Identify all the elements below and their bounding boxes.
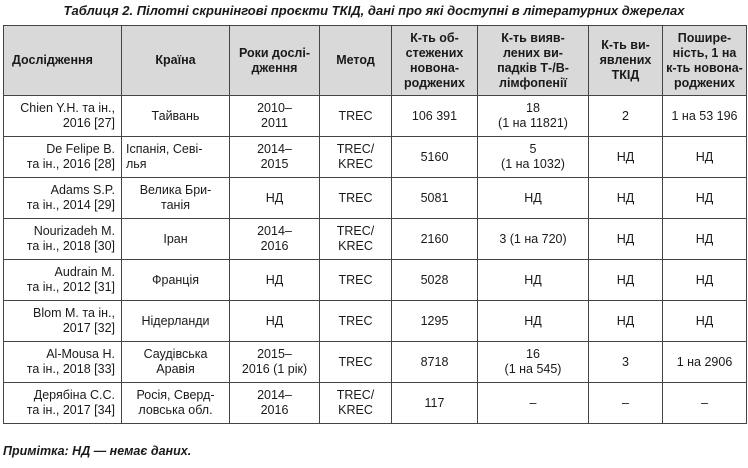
cell-years-line: НД [265,313,284,328]
cell-tkid-line: НД [616,272,635,287]
cell-study [4,96,122,137]
cell-study-line: та ін., 2012 [31] [26,280,115,294]
cell-tkid [589,301,663,342]
cell-country-line: Нідерланди [141,313,210,328]
cell-study-line: De Felipe B. [46,142,115,156]
cell-study-line: 2016 [27] [62,116,115,130]
cell-study [4,137,122,178]
cell-lymphopenia [478,383,589,424]
cell-country-line: Росія, Сверд- [136,388,215,402]
cell-country-line: Тайвань [151,108,200,123]
cell-study [4,301,122,342]
cell-lymphopenia-line: 16 [526,347,540,361]
cell-lymphopenia [478,301,589,342]
cell-years-line: 2010– [257,101,292,115]
cell-study-line: та ін., 2018 [30] [26,239,115,253]
cell-years [230,219,320,260]
cell-screened-line: 1295 [420,313,449,328]
cell-prevalence-line: НД [695,313,714,328]
cell-tkid [589,342,663,383]
cell-prevalence-line: НД [695,149,714,164]
cell-study-line: та ін., 2017 [34] [26,403,115,417]
cell-lymphopenia-line: (1 на 545) [504,362,562,376]
cell-method [320,301,392,342]
cell-lymphopenia [478,96,589,137]
cell-screened [392,383,478,424]
cell-tkid-line: НД [616,313,635,328]
cell-method [320,219,392,260]
cell-method-line: TREC/ [336,142,375,156]
cell-country-line: Саудівська [143,347,208,361]
table-row [4,137,747,178]
cell-tkid-line: – [622,395,629,410]
cell-prevalence-line: НД [695,190,714,205]
cell-prevalence-line: НД [695,231,714,246]
cell-lymphopenia-line: (1 на 1032) [501,157,565,171]
cell-years-line: 2015– [257,347,292,361]
cell-method [320,342,392,383]
cell-prevalence-line: – [701,395,708,410]
cell-country [122,219,230,260]
cell-country-line: Іспанія, Севі- [126,142,203,156]
table-body [4,96,747,424]
column-header-method: Метод [320,26,392,96]
cell-prevalence [663,137,747,178]
cell-country-line: лья [126,157,147,171]
cell-method [320,383,392,424]
cell-method-line: TREC/ [336,388,375,402]
cell-screened [392,342,478,383]
cell-study-line: Adams S.P. [50,183,115,197]
cell-screened-line: 5160 [420,149,449,164]
cell-lymphopenia-line: 5 [529,142,537,156]
table-row [4,301,747,342]
cell-method [320,178,392,219]
cell-years-line: НД [265,272,284,287]
table-row [4,178,747,219]
cell-lymphopenia-line: 18 [526,101,540,115]
cell-years [230,301,320,342]
cell-years-line: 2016 [260,403,289,417]
table-row [4,342,747,383]
cell-years [230,260,320,301]
cell-prevalence-line: 1 на 53 196 [671,108,738,123]
cell-method-line: TREC [338,354,373,369]
table-row [4,383,747,424]
cell-study-line: Nourizadeh M. [33,224,115,238]
cell-screened-line: 5081 [420,190,449,205]
column-header-tkid-count: К-ть ви- явлених ТКІД [589,26,663,96]
cell-tkid-line: НД [616,149,635,164]
cell-country [122,342,230,383]
cell-tkid [589,96,663,137]
cell-method-line: TREC [338,108,373,123]
cell-years-line: 2014– [257,388,292,402]
cell-study-line: та ін., 2014 [29] [26,198,115,212]
cell-screened [392,219,478,260]
cell-study-line: Blom M. та ін., [33,306,115,320]
cell-country-line: Аравія [156,362,195,376]
cell-country [122,301,230,342]
cell-tkid [589,137,663,178]
cell-method-line: KREC [338,157,373,171]
cell-method [320,96,392,137]
cell-method-line: TREC [338,313,373,328]
table-row [4,96,747,137]
cell-method-line: KREC [338,239,373,253]
cell-country [122,96,230,137]
cell-years-line: 2015 [260,157,289,171]
cell-country [122,260,230,301]
cell-study-line: та ін., 2016 [28] [26,157,115,171]
cell-prevalence [663,383,747,424]
cell-study-line: Дерябіна С.С. [33,388,115,402]
cell-screened [392,137,478,178]
cell-years [230,96,320,137]
column-header-screened: К-ть об- стежених новона- роджених [392,26,478,96]
cell-study-line: Chien Y.H. та ін., [20,101,115,115]
cell-method [320,137,392,178]
cell-screened-line: 117 [424,395,445,410]
cell-country [122,383,230,424]
cell-method-line: KREC [338,403,373,417]
cell-lymphopenia [478,137,589,178]
cell-years-line: 2016 (1 рік) [241,362,308,376]
cell-study [4,260,122,301]
cell-study [4,178,122,219]
column-header-study: Дослідження [4,26,122,96]
cell-country-line: ловська обл. [138,403,213,417]
column-header-years: Роки дослі- дження [230,26,320,96]
table-footnote: Примітка: НД — немає даних. [3,444,192,458]
cell-study [4,383,122,424]
cell-years [230,383,320,424]
cell-years [230,342,320,383]
cell-prevalence [663,301,747,342]
cell-years-line: 2011 [261,116,288,130]
cell-study-line: Audrain M. [54,265,115,279]
cell-tkid-line: 2 [622,108,629,123]
cell-study [4,342,122,383]
cell-years-line: НД [265,190,284,205]
cell-lymphopenia-line: НД [524,272,542,287]
cell-method-line: TREC [338,272,373,287]
cell-country-line: танія [161,198,190,212]
cell-country [122,137,230,178]
cell-screened-line: 2160 [420,231,449,246]
column-header-prevalence: Пошире- ність, 1 на к-ть новона- роджених [663,26,747,96]
cell-years-line: 2014– [257,142,292,156]
cell-lymphopenia [478,219,589,260]
cell-study-line: та ін., 2018 [33] [26,362,115,376]
cell-years-line: 2014– [257,224,292,238]
cell-screened [392,178,478,219]
cell-tkid [589,383,663,424]
cell-method-line: TREC [338,190,373,205]
cell-lymphopenia [478,178,589,219]
cell-country-line: Іран [163,231,188,246]
cell-tkid [589,260,663,301]
cell-years [230,137,320,178]
cell-screened [392,96,478,137]
cell-country [122,178,230,219]
cell-lymphopenia-line: 3 (1 на 720) [499,231,567,246]
cell-study-line: Al-Mousa H. [46,347,115,361]
cell-country-line: Франція [151,272,199,287]
cell-study-line: 2017 [32] [62,321,115,335]
cell-tkid [589,219,663,260]
cell-study [4,219,122,260]
cell-prevalence [663,178,747,219]
column-header-lymphopenia: К-ть вияв- лених ви- падків Т-/В- лімфопенії [478,26,589,96]
cell-prevalence [663,342,747,383]
column-header-country: Країна [122,26,230,96]
cell-tkid [589,178,663,219]
cell-tkid-line: НД [616,190,635,205]
cell-prevalence [663,260,747,301]
cell-method [320,260,392,301]
cell-lymphopenia-line: НД [524,313,542,328]
cell-years [230,178,320,219]
cell-lymphopenia [478,260,589,301]
screening-projects-table [3,25,747,424]
cell-prevalence [663,219,747,260]
cell-years-line: 2016 [260,239,289,253]
cell-screened-line: 8718 [420,354,449,369]
cell-prevalence-line: 1 на 2906 [676,354,733,369]
table-caption: Таблиця 2. Пілотні скринінгові проєкти ТКІД, дані про які доступні в літературних джерелах [63,3,685,18]
table-row [4,219,747,260]
cell-screened [392,260,478,301]
cell-lymphopenia-line: НД [524,190,542,205]
cell-country-line: Велика Бри- [139,183,212,197]
cell-lymphopenia [478,342,589,383]
table-row [4,260,747,301]
cell-screened [392,301,478,342]
cell-prevalence-line: НД [695,272,714,287]
cell-method-line: TREC/ [336,224,375,238]
cell-tkid-line: 3 [622,354,629,369]
cell-lymphopenia-line: – [529,395,537,410]
table-header-row [4,26,747,96]
cell-prevalence [663,96,747,137]
cell-screened-line: 5028 [420,272,449,287]
cell-lymphopenia-line: (1 на 11821) [498,116,568,130]
cell-tkid-line: НД [616,231,635,246]
cell-screened-line: 106 391 [411,108,458,123]
